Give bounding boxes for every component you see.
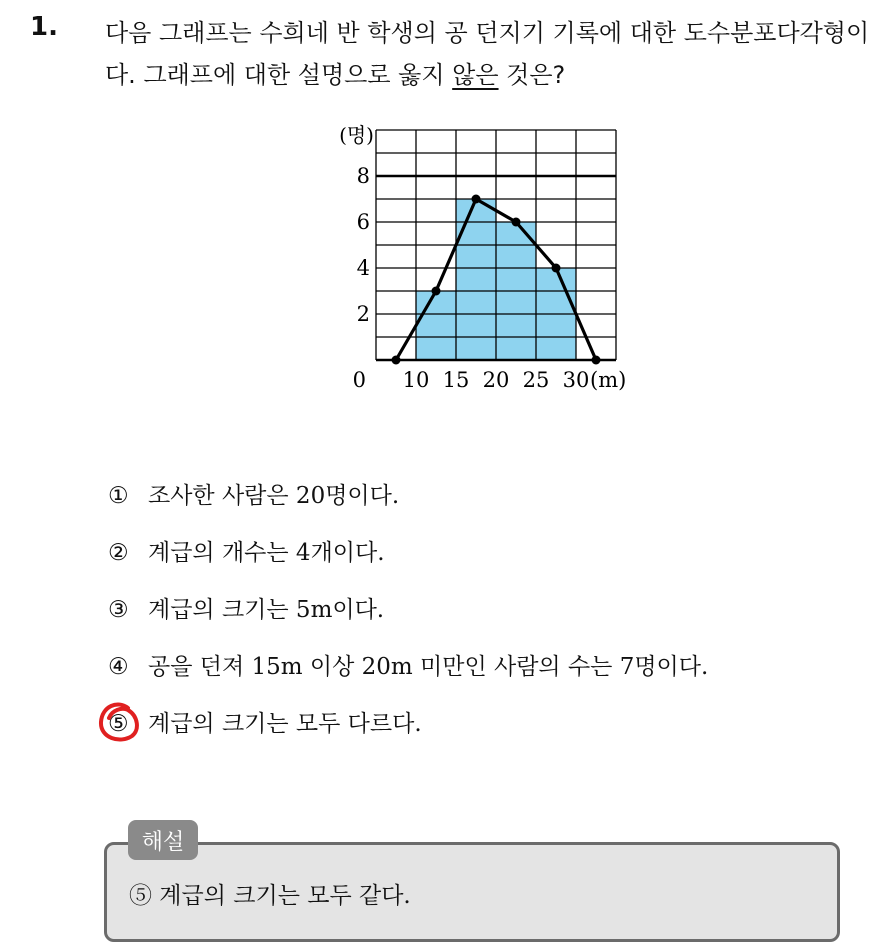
question-text-main: 다음 그래프는 수희네 반 학생의 공 던지기 기록에 대한 도수분포다각형이다. 그래프에 대한 설명으로 옳지 (105, 19, 870, 89)
x-tick-label: 30 (562, 368, 590, 392)
choice-number: ④ (108, 654, 129, 680)
y-tick-label: 6 (356, 210, 370, 234)
y-tick-label: 2 (356, 302, 370, 326)
y-tick-label: 8 (356, 164, 370, 188)
choice-number: ③ (108, 597, 129, 623)
choice-number: ⑤ (108, 711, 129, 737)
choice-text: 공을 던져 15m 이상 20m 미만인 사람의 수는 7명이다. (148, 654, 709, 680)
solution-box (104, 842, 840, 942)
question-text-end: 것은? (498, 61, 566, 89)
choice-text: 계급의 개수는 4개이다. (148, 540, 385, 566)
polygon-point (552, 264, 561, 273)
question-number: 1. (30, 12, 58, 42)
choice-2[interactable] (108, 535, 708, 592)
x-tick-label: 0 (352, 368, 366, 392)
solution-text: ⑤ 계급의 크기는 모두 같다. (129, 883, 411, 909)
polygon-point (592, 356, 601, 365)
polygon-point (472, 195, 481, 204)
choice-1[interactable] (108, 478, 708, 535)
choice-number: ② (108, 540, 129, 566)
polygon-point (432, 287, 441, 296)
choice-text: 조사한 사람은 20명이다. (148, 483, 400, 509)
y-axis-unit: (명) (339, 123, 374, 147)
polygon-point (512, 218, 521, 227)
choice-text: 계급의 크기는 5m이다. (148, 597, 385, 623)
polygon-point (392, 356, 401, 365)
solution-tag: 해설 (128, 820, 198, 860)
y-tick-label: 4 (356, 256, 370, 280)
choice-5[interactable] (108, 706, 708, 763)
x-tick-label: 25 (522, 368, 550, 392)
x-axis-unit: (m) (590, 368, 627, 392)
x-tick-label: 20 (482, 368, 510, 392)
x-tick-label: 10 (402, 368, 430, 392)
choice-list (108, 478, 708, 763)
question-emphasis: 않은 (452, 61, 499, 89)
question-text (105, 12, 875, 96)
choice-4[interactable] (108, 649, 708, 706)
choice-number: ① (108, 483, 129, 509)
choice-3[interactable] (108, 592, 708, 649)
choice-text: 계급의 크기는 모두 다르다. (148, 711, 422, 737)
frequency-polygon-chart (320, 115, 650, 405)
histogram-bar (456, 199, 496, 360)
histogram-bar (416, 291, 456, 360)
x-tick-label: 15 (442, 368, 470, 392)
